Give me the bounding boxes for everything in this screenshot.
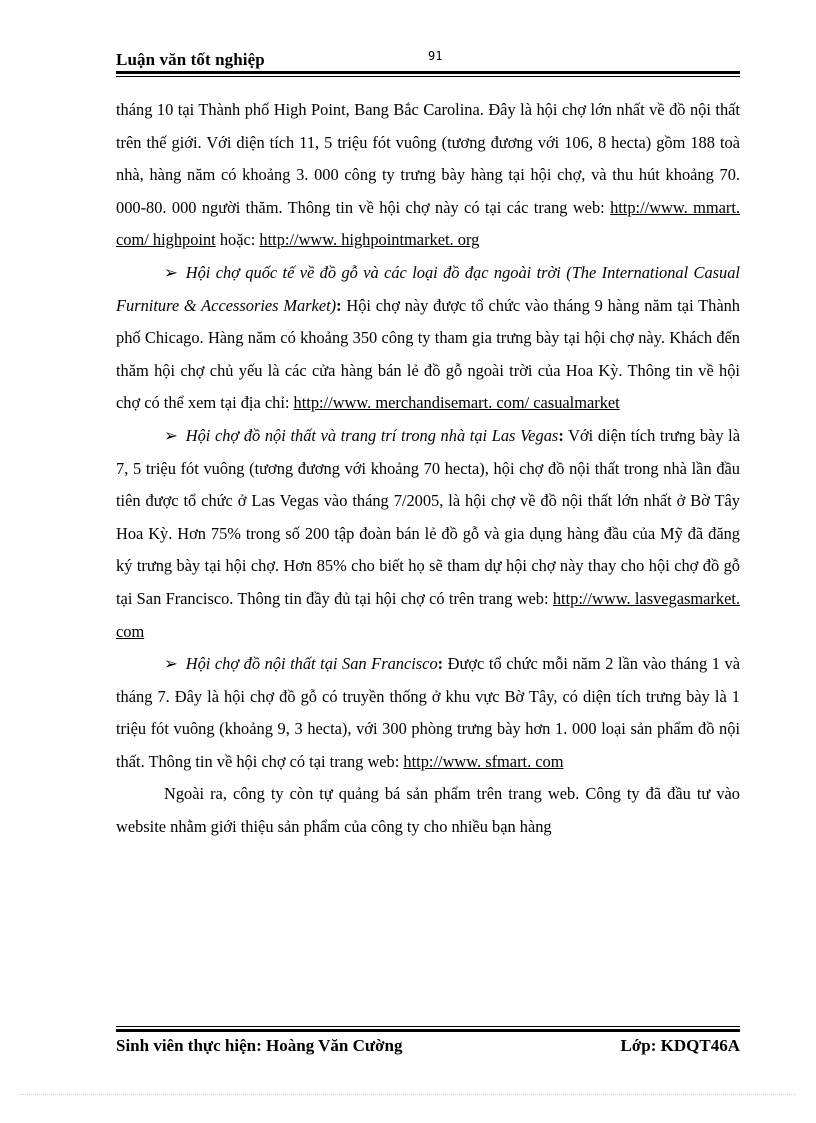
footer-class: Lớp: KDQT46A — [620, 1036, 740, 1055]
intro-line: hội chợ này có tại các trang web: — [379, 197, 611, 217]
san-francisco-text: Được tổ chức mỗi năm 2 lần vào tháng 1 và tháng 7. Đây là hội chợ đồ gỗ có truyền thống ở khu vực Bờ Tây, có diện tích trưng bày là 1 triệu fót vuông (khoảng 9, 3 hecta), với 300 phòng trưng bày hơn 1. 000 loại sản phẩm đồ nội thất. Thông tin về hội chợ có tại trang web: — [116, 654, 740, 771]
footer-author: Sinh viên thực hiện: Hoàng Văn Cường — [116, 1036, 403, 1055]
san-francisco-title: Hội chợ đồ nội thất tại San Francisco — [185, 654, 438, 674]
casual-market-paragraph — [116, 257, 740, 420]
san-francisco-paragraph — [116, 648, 740, 778]
casual-market-title: Hội chợ quốc tế về đồ gỗ và các loại đồ đạc ngoài trời (The International Casual Furniture & Accessories Market) — [116, 262, 740, 315]
document-body — [116, 94, 740, 844]
bullet-arrow-icon: ➢ — [164, 425, 178, 445]
bullet-arrow-icon: ➢ — [164, 262, 178, 282]
casual-market-link[interactable]: http://www. merchandisemart. com/ casualmarket — [293, 393, 620, 413]
footer-rule-thin — [116, 1026, 740, 1027]
header-rule-thin — [116, 76, 740, 77]
title-colon: : — [437, 654, 444, 674]
intro-line: về đồ nội thất trên thế giới. Với diện tích 11, 5 triệu fót vuông (tương đương với — [116, 100, 740, 152]
title-colon: : — [336, 295, 342, 315]
intro-line: tháng 10 tại Thành phố High Point, Bang Bắc Carolina. Đây là hội chợ lớn nhất — [116, 100, 645, 119]
intro-line: 106, 8 hecta) gồm 188 toà nhà, hàng năm có khoảng 3. 000 công ty trưng bày — [116, 132, 740, 185]
page-number: 91 — [428, 49, 443, 63]
footer-rule-thick — [116, 1029, 740, 1032]
closing-paragraph — [116, 778, 740, 843]
highpoint-link[interactable]: http://www. mmart. com/ highpoint — [116, 197, 741, 250]
bullet-arrow-icon: ➢ — [164, 654, 178, 674]
title-colon: : — [558, 425, 564, 445]
intro-line: hàng tại hội chợ, và thu hút khoảng 70. 000-80. 000 người thăm. Thông tin về — [116, 165, 740, 217]
closing-text: Ngoài ra, công ty còn tự quảng bá sản phẩm trên trang web. Công ty đã đầu tư vào website nhằm giới thiệu sản phẩm của công ty cho nhiều bạn hàng — [116, 784, 740, 837]
las-vegas-link[interactable]: http://www. lasvegasmarket. com — [116, 588, 740, 641]
page-bottom-border — [20, 1094, 796, 1095]
casual-market-text: Hội chợ này được tổ chức vào tháng 9 hàng năm tại Thành phố Chicago. Hàng năm có khoảng 350 công ty tham gia trưng bày tại hội chợ này. Khách đến thăm hội chợ chủ yếu là các cửa hàng bán lẻ đồ gỗ ngoài trời của Hoa Kỳ. Thông tin về hội chợ có thể xem tại địa chỉ: — [116, 295, 740, 413]
header-title: Luận văn tốt nghiệp — [116, 50, 265, 69]
highpointmarket-link[interactable]: http://www. highpointmarket. org — [259, 230, 480, 250]
las-vegas-paragraph — [116, 420, 740, 648]
header-rule-thick — [116, 71, 740, 74]
intro-paragraph — [116, 94, 740, 257]
or-text: hoặc: — [215, 230, 256, 250]
las-vegas-title: Hội chợ đồ nội thất và trang trí trong nhà tại Las Vegas — [185, 425, 559, 445]
las-vegas-text: Với diện tích trưng bày là 7, 5 triệu fót vuông (tương đương với khoảng 70 hecta), hội chợ đồ nội thất trong nhà lần đầu tiên được tổ chức ở Las Vegas vào tháng 7/2005, là hội chợ về đồ nội thất lớn nhất ở Bờ Tây Hoa Kỳ. Hơn 75% trong số 200 tập đoàn bán lẻ đồ gỗ và gia dụng hàng đầu của Mỹ đã đăng ký trưng bày tại hội chợ. Hơn 85% cho biết họ sẽ tham dự hội chợ này thay cho hội chợ đồ gỗ tại San Francisco. Thông tin đầy đủ tại hội chợ có trên trang web: — [116, 425, 740, 608]
san-francisco-link[interactable]: http://www. sfmart. com — [403, 751, 564, 771]
